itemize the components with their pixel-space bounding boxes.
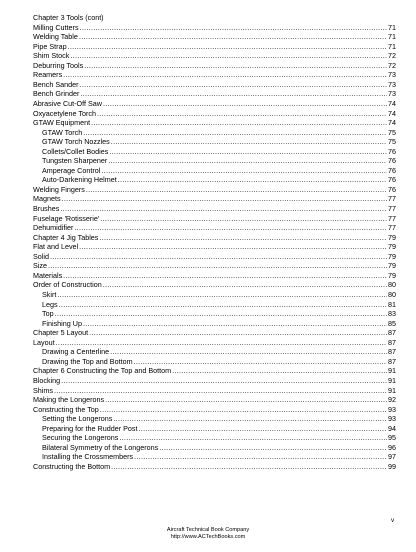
toc-entry-title: Setting the Longerons	[42, 414, 113, 424]
toc-entry-page: 95	[388, 433, 396, 443]
toc-entry-page: 91	[388, 385, 396, 395]
toc-entry-title: Blocking	[33, 375, 61, 385]
toc-leader-dots	[60, 204, 387, 214]
toc-leader-dots	[63, 271, 387, 281]
toc-entry	[33, 424, 396, 434]
toc-entry	[33, 357, 396, 367]
toc-entry-page: 71	[388, 41, 396, 51]
toc-leader-dots	[80, 89, 387, 99]
toc-entry-page: 76	[388, 175, 396, 185]
toc-entry	[33, 462, 396, 472]
toc-leader-dots	[111, 137, 387, 147]
toc-entry-page: 72	[388, 51, 396, 61]
toc-leader-dots	[79, 242, 387, 252]
footer-company: Aircraft Technical Book Company	[166, 527, 250, 533]
toc-entry-page: 77	[388, 223, 396, 233]
toc-leader-dots	[80, 23, 387, 33]
toc-entry	[33, 414, 396, 424]
toc-leader-dots	[84, 61, 387, 71]
toc-entry	[33, 137, 396, 147]
toc-leader-dots	[61, 376, 387, 386]
toc-leader-dots	[56, 338, 387, 348]
toc-entry-page: 81	[388, 299, 396, 309]
toc-entry-title: Shim Stock	[33, 51, 70, 61]
toc-leader-dots	[108, 156, 387, 166]
toc-leader-dots	[172, 366, 387, 376]
toc-leader-dots	[113, 414, 387, 424]
toc-leader-dots	[111, 462, 387, 472]
toc-entry	[33, 386, 396, 396]
toc-leader-dots	[103, 280, 387, 290]
toc-entry-page: 74	[388, 108, 396, 118]
toc-entry-title: GTAW Torch	[42, 127, 83, 137]
toc-entry	[33, 261, 396, 271]
toc-entry-page: 77	[388, 203, 396, 213]
toc-leader-dots	[57, 290, 387, 300]
toc-leader-dots	[83, 128, 387, 138]
toc-entry-title: Skirt	[42, 289, 57, 299]
toc-leader-dots	[62, 194, 387, 204]
toc-leader-dots	[83, 319, 387, 329]
toc-entry-title: Drawing a Centerline	[42, 347, 110, 357]
toc-entry	[33, 300, 396, 310]
toc-entry-title: Collets/Collet Bodies	[42, 146, 109, 156]
toc-entry	[33, 309, 396, 319]
toc-entry-page: 83	[388, 309, 396, 319]
toc-entry-title: GTAW Torch Nozzles	[42, 137, 110, 147]
toc-entry	[33, 61, 396, 71]
toc-entry	[33, 395, 396, 405]
toc-entry-title: Chapter 4 Jig Tables	[33, 232, 99, 242]
toc-entry	[33, 80, 396, 90]
toc-entry-title: Size	[33, 261, 47, 271]
toc-entry-page: 94	[388, 423, 396, 433]
toc-entry-page: 76	[388, 146, 396, 156]
toc-entry-page: 79	[388, 251, 396, 261]
toc-entry	[33, 70, 396, 80]
toc-entry-title: Finishing Up	[42, 318, 82, 328]
toc-entry-title: Magnets	[33, 194, 61, 204]
toc-entry-title: Oxyacetylene Torch	[33, 108, 96, 118]
toc-entry	[33, 376, 396, 386]
toc-leader-dots	[97, 109, 387, 119]
toc-leader-dots	[59, 300, 387, 310]
toc-entry-page: 74	[388, 118, 396, 128]
toc-entry-title: Chapter 3 Tools (cont)	[33, 13, 104, 23]
toc-entry	[33, 156, 396, 166]
toc-entry-page: 96	[388, 442, 396, 452]
toc-entry	[33, 99, 396, 109]
toc-leader-dots	[134, 357, 387, 367]
toc-leader-dots	[118, 175, 387, 185]
toc-entry-title: Flat and Level	[33, 242, 79, 252]
toc-leader-dots	[99, 233, 387, 243]
toc-entry-page: 75	[388, 137, 396, 147]
toc-leader-dots	[91, 118, 387, 128]
toc-leader-dots	[110, 347, 387, 357]
toc-chapter-heading	[33, 328, 396, 338]
toc-entry-page: 92	[388, 395, 396, 405]
toc-entry	[33, 223, 396, 233]
toc-entry	[33, 185, 396, 195]
toc-entry-title: Shims	[33, 385, 53, 395]
toc-entry-title: Bench Sander	[33, 79, 79, 89]
toc-leader-dots	[101, 166, 387, 176]
toc-entry-title: Installing the Crossmembers	[42, 452, 134, 462]
toc-entry-page: 79	[388, 242, 396, 252]
toc-entry	[33, 42, 396, 52]
toc-leader-dots	[48, 261, 387, 271]
toc-chapter-heading	[33, 233, 396, 243]
toc-entry	[33, 271, 396, 281]
toc-entry-page: 99	[388, 461, 396, 471]
toc-leader-dots	[139, 424, 388, 434]
toc-entry	[33, 443, 396, 453]
toc-entry-page: 74	[388, 98, 396, 108]
toc-entry	[33, 118, 396, 128]
toc-entry-page: 75	[388, 127, 396, 137]
toc-entry	[33, 51, 396, 61]
toc-leader-dots	[100, 214, 387, 224]
toc-entry-title: Securing the Longerons	[42, 433, 119, 443]
toc-entry-page: 76	[388, 156, 396, 166]
toc-entry	[33, 433, 396, 443]
toc-entry-title: Materials	[33, 270, 63, 280]
toc-entry	[33, 194, 396, 204]
toc-entry-title: Dehumidifier	[33, 223, 74, 233]
toc-entry	[33, 109, 396, 119]
toc-entry-title: Reamers	[33, 70, 63, 80]
toc-leader-dots	[89, 328, 387, 338]
toc-entry-title: Fuselage 'Rotisserie'	[33, 213, 100, 223]
toc-entry-title: Pipe Strap	[33, 41, 67, 51]
toc-entry-page: 73	[388, 79, 396, 89]
toc-leader-dots	[54, 386, 387, 396]
toc-leader-dots	[103, 99, 387, 109]
toc-entry	[33, 214, 396, 224]
toc-entry-title: Bench Grinder	[33, 89, 80, 99]
toc-entry-title: Legs	[42, 299, 58, 309]
toc-entry	[33, 452, 396, 462]
toc-entry-title: Constructing the Top	[33, 404, 99, 414]
toc-entry-page: 85	[388, 318, 396, 328]
toc-entry-title: Solid	[33, 251, 49, 261]
toc-entry-page: 91	[388, 375, 396, 385]
toc-entry-page: 97	[388, 452, 396, 462]
toc-entry-title: Deburring Tools	[33, 60, 84, 70]
toc-entry-page: 79	[388, 270, 396, 280]
toc-leader-dots	[80, 80, 387, 90]
table-of-contents	[33, 13, 396, 471]
toc-leader-dots	[134, 452, 387, 462]
toc-entry-title: Chapter 6 Constructing the Top and Bottom	[33, 366, 172, 376]
toc-leader-dots	[109, 147, 387, 157]
toc-entry-page: 87	[388, 337, 396, 347]
toc-entry-title: Constructing the Bottom	[33, 461, 111, 471]
toc-entry	[33, 338, 396, 348]
toc-entry-title: Milling Cutters	[33, 22, 79, 32]
toc-leader-dots	[79, 32, 387, 42]
footer-url: http://www.ACTechBooks.com	[170, 533, 246, 540]
toc-entry-page: 80	[388, 289, 396, 299]
toc-entry-title: Welding Table	[33, 32, 78, 42]
toc-chapter-heading	[33, 366, 396, 376]
toc-entry	[33, 405, 396, 415]
toc-entry-page: 76	[388, 184, 396, 194]
toc-entry-page: 91	[388, 366, 396, 376]
toc-leader-dots	[105, 395, 387, 405]
toc-entry-page: 80	[388, 280, 396, 290]
toc-entry-title: Abrasive Cut-Off Saw	[33, 98, 102, 108]
toc-entry	[33, 147, 396, 157]
toc-leader-dots	[55, 309, 387, 319]
toc-entry-page: 73	[388, 70, 396, 80]
toc-entry-page: 87	[388, 356, 396, 366]
toc-entry-title: Chapter 5 Layout	[33, 328, 89, 338]
toc-chapter-heading	[33, 13, 396, 23]
toc-entry-page: 76	[388, 165, 396, 175]
toc-entry-page: 87	[388, 328, 396, 338]
toc-entry-title: Making the Longerons	[33, 395, 105, 405]
toc-entry	[33, 204, 396, 214]
toc-entry-title: Preparing for the Rudder Post	[42, 423, 138, 433]
toc-leader-dots	[74, 223, 387, 233]
toc-entry-page: 79	[388, 261, 396, 271]
toc-entry	[33, 128, 396, 138]
toc-entry-title: Drawing the Top and Bottom	[42, 356, 133, 366]
toc-entry-page: 93	[388, 404, 396, 414]
toc-entry-title: Amperage Control	[42, 165, 101, 175]
toc-leader-dots	[68, 42, 387, 52]
toc-entry-page: 71	[388, 32, 396, 42]
toc-entry-title: Welding Fingers	[33, 184, 85, 194]
toc-entry	[33, 166, 396, 176]
toc-leader-dots	[70, 51, 387, 61]
toc-leader-dots	[100, 405, 387, 415]
toc-entry	[33, 175, 396, 185]
toc-entry-title: Tungsten Sharpener	[42, 156, 108, 166]
toc-entry	[33, 23, 396, 33]
toc-entry-page: 72	[388, 60, 396, 70]
toc-entry	[33, 89, 396, 99]
toc-entry-title: Layout	[33, 337, 55, 347]
toc-leader-dots	[50, 252, 387, 262]
toc-entry-page: 93	[388, 414, 396, 424]
toc-entry	[33, 347, 396, 357]
toc-entry-title: Bilateral Symmetry of the Longerons	[42, 442, 159, 452]
toc-entry-title: Auto-Darkening Helmet	[42, 175, 117, 185]
toc-entry-page: 87	[388, 347, 396, 357]
toc-entry-page: 77	[388, 213, 396, 223]
toc-leader-dots	[86, 185, 387, 195]
page-number: v	[391, 517, 395, 524]
toc-leader-dots	[63, 70, 387, 80]
toc-entry	[33, 319, 396, 329]
toc-entry	[33, 32, 396, 42]
toc-entry-title: Order of Construction	[33, 280, 102, 290]
toc-entry-page: 73	[388, 89, 396, 99]
toc-entry	[33, 252, 396, 262]
toc-entry-title: GTAW Equipment	[33, 118, 91, 128]
toc-leader-dots	[119, 433, 387, 443]
toc-entry-title: Top	[42, 309, 54, 319]
toc-entry-page: 77	[388, 194, 396, 204]
toc-entry-title: Brushes	[33, 203, 60, 213]
toc-entry-page: 79	[388, 232, 396, 242]
toc-entry	[33, 242, 396, 252]
toc-entry	[33, 280, 396, 290]
toc-entry	[33, 290, 396, 300]
toc-leader-dots	[159, 443, 387, 453]
footer	[0, 527, 416, 540]
toc-entry-page: 71	[388, 22, 396, 32]
